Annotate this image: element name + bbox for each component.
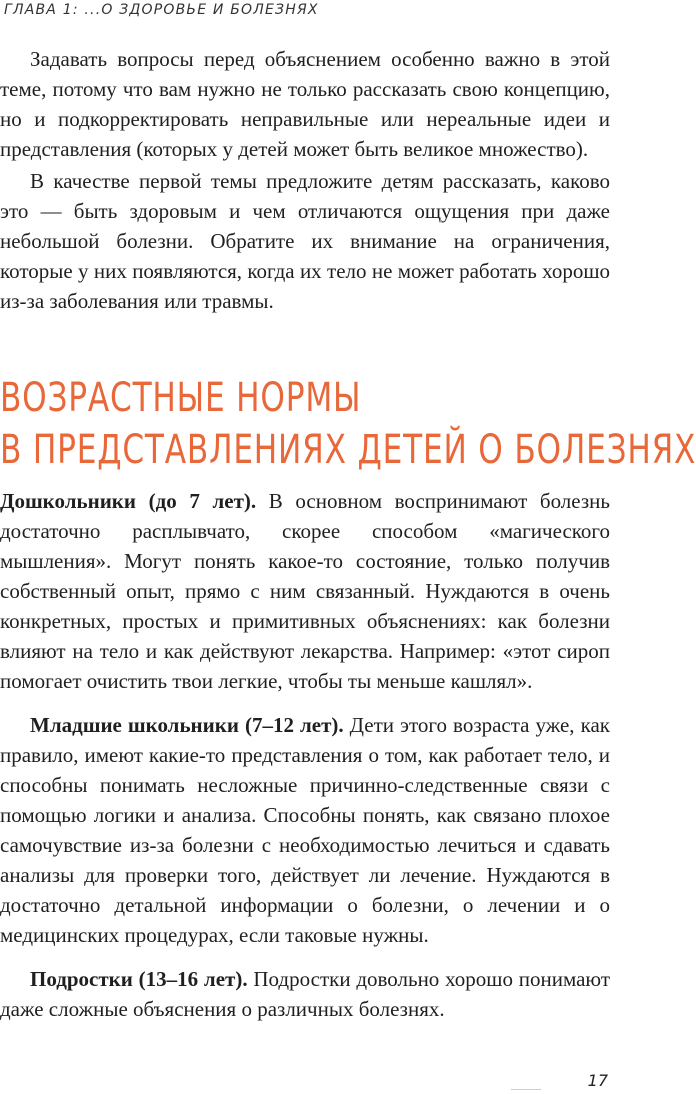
age-group-label: Младшие школьники (7–12 лет). bbox=[30, 713, 344, 737]
section-heading bbox=[0, 372, 696, 476]
section-heading-line-2: В ПРЕДСТАВЛЕНИЯХ ДЕТЕЙ О БОЛЕЗНЯХ bbox=[0, 427, 696, 473]
intro-paragraph-1: Задавать вопросы перед объяснением особенно важно в этой теме, потому что вам нужно не только рассказать свою концепцию, но и подкорректировать неправильные или нереальные идеи и представления (которых у детей может быть великое множество). bbox=[0, 47, 610, 161]
age-group-text: В основном воспринимают болезнь достаточно расплывчато, скорее способом «магического мышления». Могут понять какое-то состояние, только получив собственный опыт, прямо с ним связанный. Нуждаются в очень конкретных, простых и примитивных объяснениях: как болезни влияют на тело и как действуют лекарства. Например: «этот сироп помогает очистить твои легкие, чтобы ты меньше кашлял». bbox=[0, 489, 610, 693]
age-group-teenagers bbox=[0, 964, 610, 1024]
age-group-text: Дети этого возраста уже, как правило, имеют какие-то представления о том, как работает тело, и способны понимать несложные причинно-следственные связи с помощью логики и анализа. Способны понять, как связано плохое самочувствие из-за болезни с необходимостью лечиться и сдавать анализы для проверки того, действует ли лечение. Нуждаются в достаточно детальной информации о болезни, о лечении и о медицинских процедурах, если таковые нужны. bbox=[0, 713, 610, 947]
age-group-label: Подростки (13–16 лет). bbox=[30, 967, 248, 991]
age-group-text: Подростки довольно хорошо понимают даже сложные объяснения о различных болезнях. bbox=[0, 967, 610, 1021]
age-group-primary-school bbox=[0, 710, 610, 950]
page-content bbox=[0, 44, 696, 1024]
age-group-preschool bbox=[0, 486, 610, 696]
footer-rule bbox=[511, 1089, 541, 1090]
section-heading-line-1: ВОЗРАСТНЫЕ НОРМЫ bbox=[0, 375, 362, 421]
age-group-label: Дошкольники (до 7 лет). bbox=[0, 489, 257, 513]
running-head: ГЛАВА 1: ...О ЗДОРОВЬЕ И БОЛЕЗНЯХ bbox=[4, 2, 319, 18]
intro-paragraph-2: В качестве первой темы предложите детям рассказать, каково это — быть здоровым и чем отличаются ощущения при даже небольшой болезни. Обратите их внимание на ограничения, которые у них появляются, когда их тело не может работать хорошо из-за заболевания или травмы. bbox=[0, 169, 610, 313]
page-number: 17 bbox=[587, 1071, 608, 1090]
